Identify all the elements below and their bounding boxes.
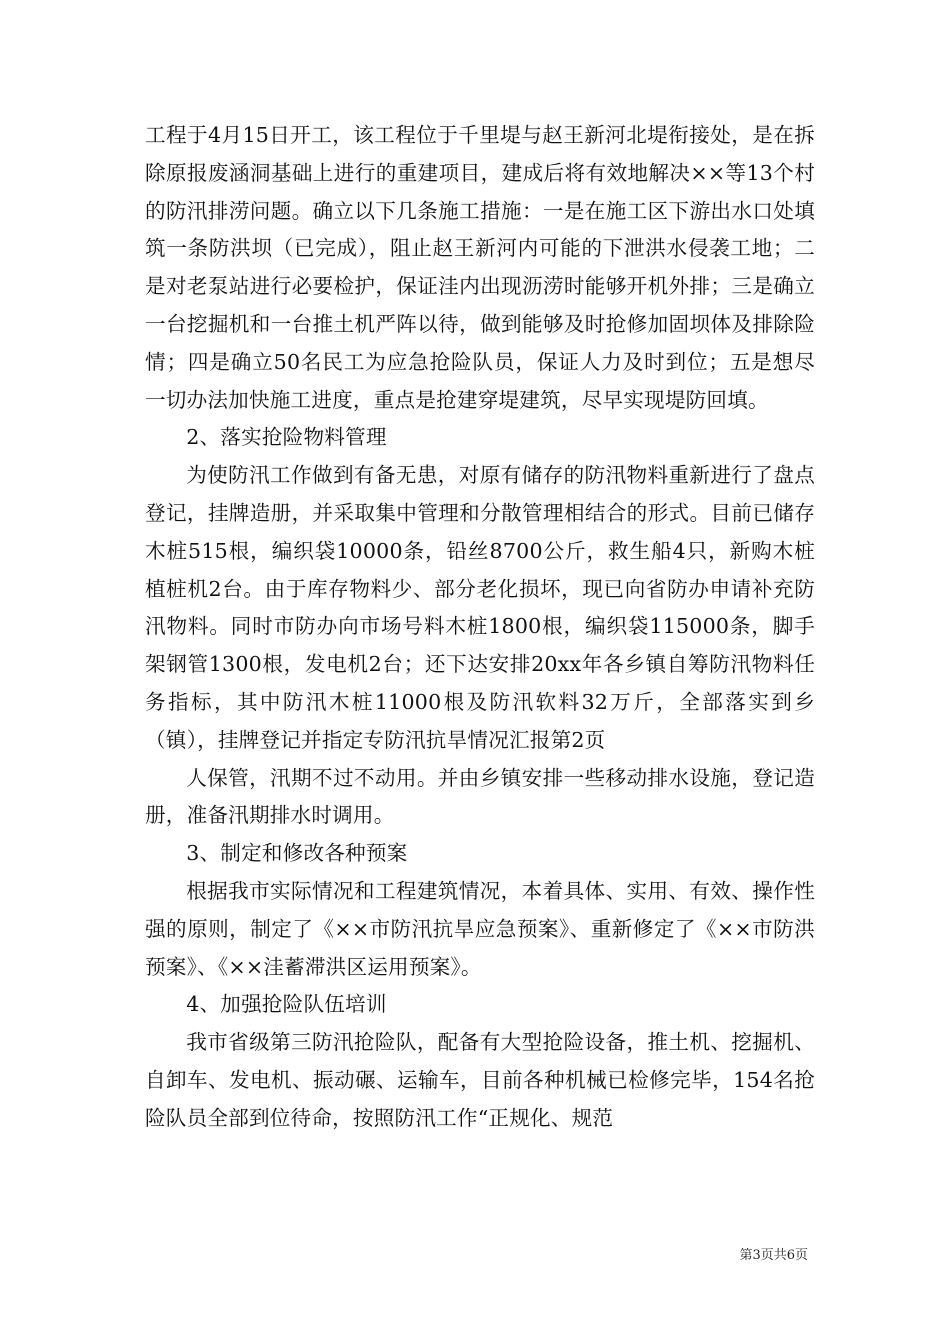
section-heading-training: 4、加强抢险队伍培训: [186, 992, 387, 1017]
section-heading-materials: 2、落实抢险物料管理: [186, 425, 387, 450]
paragraph-training: 我市省级第三防汛抢险队，配备有大型抢险设备，推土机、挖掘机、自卸车、发电机、振动碾、运输车，目前各种机械已检修完毕，154名抢险队员全部到位待命，按照防汛工作“正规化、规范: [145, 1030, 815, 1130]
paragraph-materials: 为使防汛工作做到有备无患，对原有储存的防汛物料重新进行了盘点登记，挂牌造册，并采取集中管理和分散管理相结合的形式。目前已储存木桩515根，编织袋10000条，铅丝8700公斤，救生船4只，新购木桩植桩机2台。由于库存物料少、部分老化损坏，现已向省防办申请补充防汛物料。同时市防办向市场号料木桩1800根，编织袋115000条，脚手架钢管1300根，发电机2台；还下达安排20xx年各乡镇自筹防汛物料任务指标，其中防汛木桩11000根及防汛软料32万斤，全部落实到乡（镇），挂牌登记并指定专防汛抗旱情况汇报第2页: [145, 463, 815, 752]
paragraph-plans: 根据我市实际情况和工程建筑情况，本着具体、实用、有效、操作性强的原则，制定了《××市防汛抗旱应急预案》、重新修定了《××市防洪预案》、《××洼蓄滞洪区运用预案》。: [145, 878, 815, 979]
section-heading-plans: 3、制定和修改各种预案: [186, 841, 408, 866]
paragraph-custody: 人保管，汛期不过不动用。并由乡镇安排一些移动排水设施，登记造册，准备汛期排水时调用。: [145, 765, 815, 828]
paragraph-construction-measures: 工程于4月15日开工，该工程位于千里堤与赵王新河北堤衔接处，是在拆除原报废涵洞基础上进行的重建项目，建成后将有效地解决××等13个村的防汛排涝问题。确立以下几条施工措施：一是在施工区下游出水口处填筑一条防洪坝（已完成），阻止赵王新河内可能的下泄洪水侵袭工地；二是对老泵站进行必要检护，保证洼内出现沥涝时能够开机外排；三是确立一台挖掘机和一台推土机严阵以待，做到能够及时抢修加固坝体及排除险情；四是确立50名民工为应急抢险队员，保证人力及时到位；五是想尽一切办法加快施工进度，重点是抢建穿堤建筑，尽早实现堤防回填。: [145, 123, 815, 412]
document-body: [145, 117, 815, 1138]
page-number-footer: 第3页共6页: [739, 1248, 808, 1263]
